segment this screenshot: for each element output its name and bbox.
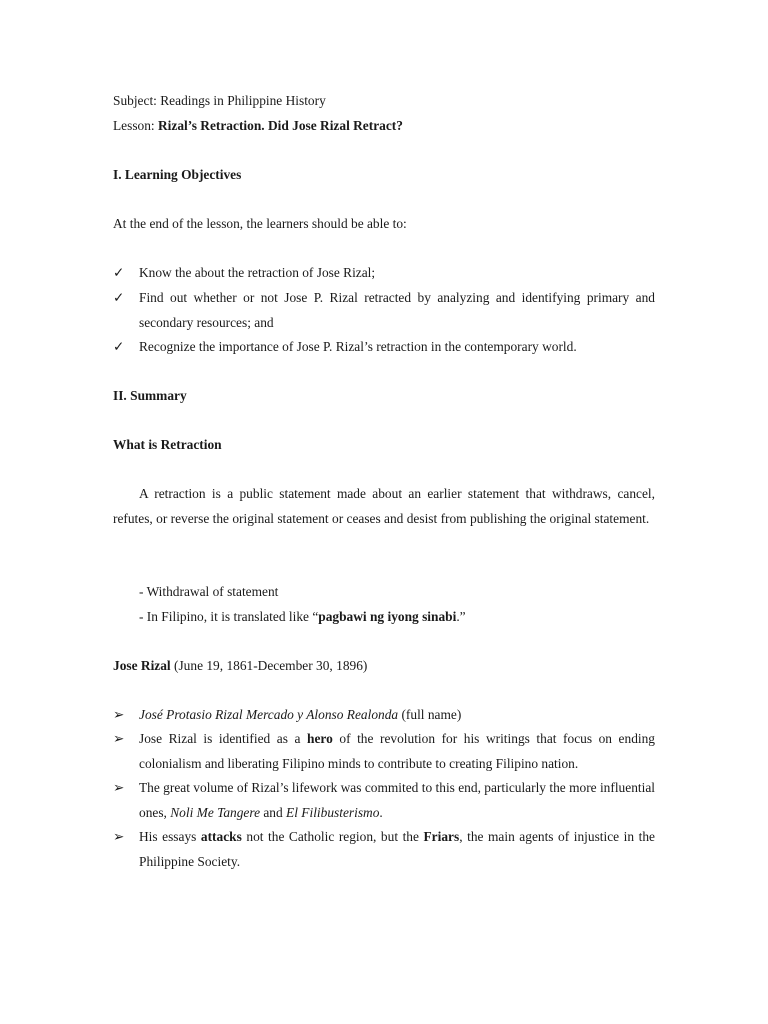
text-run: .	[379, 804, 383, 820]
rizal-bullet	[113, 825, 655, 874]
objective-item	[113, 261, 655, 286]
dash-item-filipino	[113, 605, 681, 630]
rizal-name: Jose Rizal	[113, 658, 171, 673]
text-run: The great volume of Rizal’s lifework was commited to this end, particularly the more influential ones,	[139, 780, 655, 820]
rizal-heading	[113, 654, 655, 679]
lesson-line	[113, 114, 655, 139]
rizal-bullet	[113, 703, 655, 728]
section-heading-objectives: I. Learning Objectives	[113, 167, 242, 182]
full-name-note: (full name)	[398, 707, 462, 722]
text-run: of the revolution for his writings that focus on ending colonialism and liberating Filipino minds to contribute to creating Filipino nation.	[139, 731, 655, 771]
retraction-paragraph: A retraction is a public statement made about an earlier statement that withdraws, cancel, refutes, or reverse the original statement or ceases and desist from publishing the original statement.	[113, 486, 655, 526]
friars-term: Friars	[423, 829, 460, 844]
objective-text: Recognize the importance of Jose P. Rizal’s retraction in the contemporary world.	[139, 339, 577, 354]
text-run: and	[260, 804, 287, 820]
rizal-bullet	[113, 727, 655, 776]
objective-item	[113, 335, 655, 360]
objective-text: Find out whether or not Jose P. Rizal retracted by analyzing and identifying primary and secondary resources; and	[139, 290, 655, 330]
objective-text: Know the about the retraction of Jose Rizal;	[139, 265, 376, 280]
bullet-text	[139, 825, 655, 874]
dash-prefix: - In Filipino, it is translated like “	[139, 609, 319, 624]
rizal-bullet	[113, 776, 655, 825]
book-title-noli: Noli Me Tangere	[170, 804, 261, 820]
arrow-bullet-icon: ➢	[113, 829, 125, 844]
subject-line	[113, 89, 655, 114]
subject-label: Subject:	[113, 93, 157, 108]
text-run: Jose Rizal is identified as a	[139, 731, 308, 746]
lesson-title: Rizal’s Retraction. Did Jose Rizal Retract?	[158, 118, 403, 133]
attacks-term: attacks	[200, 829, 242, 844]
checkmark-icon: ✓	[113, 265, 125, 280]
bullet-text	[139, 776, 655, 825]
arrow-bullet-icon: ➢	[113, 780, 125, 795]
checkmark-icon: ✓	[113, 290, 125, 305]
text-run: His essays	[139, 829, 201, 844]
text-run: , the main agents of injustice in the Philippine Society.	[139, 829, 655, 869]
section-heading-summary: II. Summary	[113, 388, 187, 403]
lesson-label: Lesson:	[113, 118, 155, 133]
filipino-term: pagbawi ng iyong sinabi	[318, 609, 457, 624]
arrow-bullet-icon: ➢	[113, 731, 125, 746]
dash-item-withdrawal: - Withdrawal of statement	[139, 584, 279, 599]
objective-item	[113, 286, 655, 335]
bullet-text	[139, 703, 655, 728]
objectives-intro: At the end of the lesson, the learners should be able to:	[113, 216, 407, 231]
arrow-bullet-icon: ➢	[113, 707, 125, 722]
bullet-text	[139, 727, 655, 776]
subheading-retraction: What is Retraction	[113, 437, 222, 452]
text-run: not the Catholic region, but the	[241, 829, 424, 844]
rizal-dates: (June 19, 1861-December 30, 1896)	[170, 658, 368, 673]
subject-value: Readings in Philippine History	[160, 93, 326, 108]
book-title-fili: El Filibusterismo	[286, 804, 380, 820]
checkmark-icon: ✓	[113, 339, 125, 354]
hero-term: hero	[307, 731, 333, 746]
full-name: José Protasio Rizal Mercado y Alonso Realonda	[139, 707, 399, 722]
dash-suffix: .”	[456, 609, 466, 624]
